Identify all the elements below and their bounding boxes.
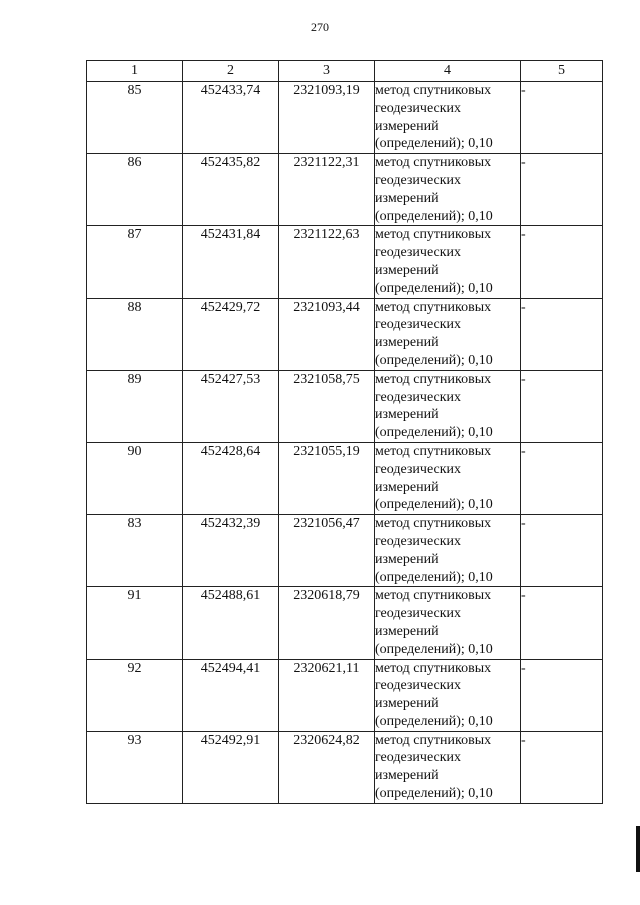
coordinate-y: 2320621,11 xyxy=(279,659,375,731)
method-line: (определений); 0,10 xyxy=(375,713,493,729)
method-line: метод спутниковых xyxy=(375,588,492,604)
header-row xyxy=(87,61,603,82)
description-cell: - xyxy=(521,370,603,442)
method-line: (определений); 0,10 xyxy=(375,352,493,368)
method-line: геодезических xyxy=(375,606,462,622)
method-line: метод спутниковых xyxy=(375,732,492,748)
method-line: метод спутниковых xyxy=(375,227,492,243)
point-number: 91 xyxy=(87,587,183,659)
table-row xyxy=(87,587,603,659)
method-line: измерений xyxy=(375,118,439,134)
method-line: геодезических xyxy=(375,461,462,477)
method-line: измерений xyxy=(375,623,439,639)
table-row xyxy=(87,515,603,587)
coordinate-x: 452492,91 xyxy=(183,731,279,803)
method-cell xyxy=(375,298,521,370)
method-line: метод спутниковых xyxy=(375,443,492,459)
method-line: (определений); 0,10 xyxy=(375,497,493,513)
method-line: (определений); 0,10 xyxy=(375,425,493,441)
method-line: геодезических xyxy=(375,678,462,694)
point-number: 86 xyxy=(87,154,183,226)
description-cell: - xyxy=(521,442,603,514)
method-cell xyxy=(375,659,521,731)
method-cell xyxy=(375,587,521,659)
coordinate-x: 452433,74 xyxy=(183,82,279,154)
method-line: геодезических xyxy=(375,750,462,766)
table-row xyxy=(87,226,603,298)
coordinate-x: 452431,84 xyxy=(183,226,279,298)
coordinate-x: 452427,53 xyxy=(183,370,279,442)
point-number: 85 xyxy=(87,82,183,154)
method-line: геодезических xyxy=(375,245,462,261)
method-line: метод спутниковых xyxy=(375,155,492,171)
coordinate-y: 2321122,63 xyxy=(279,226,375,298)
method-cell xyxy=(375,82,521,154)
point-number: 87 xyxy=(87,226,183,298)
header-col-1: 1 xyxy=(87,61,183,82)
coordinate-y: 2321093,44 xyxy=(279,298,375,370)
method-line: (определений); 0,10 xyxy=(375,786,493,802)
method-line: (определений); 0,10 xyxy=(375,208,493,224)
method-line: метод спутниковых xyxy=(375,83,492,98)
description-cell: - xyxy=(521,587,603,659)
header-col-4: 4 xyxy=(375,61,521,82)
point-number: 92 xyxy=(87,659,183,731)
method-line: измерений xyxy=(375,696,439,712)
coordinate-y: 2321055,19 xyxy=(279,442,375,514)
table-row xyxy=(87,370,603,442)
method-line: измерений xyxy=(375,551,439,567)
header-col-3: 3 xyxy=(279,61,375,82)
method-line: метод спутниковых xyxy=(375,299,492,315)
edge-mark xyxy=(636,826,640,872)
coordinate-y: 2321122,31 xyxy=(279,154,375,226)
table-row xyxy=(87,154,603,226)
method-line: (определений); 0,10 xyxy=(375,136,493,152)
method-line: метод спутниковых xyxy=(375,371,492,387)
coordinate-x: 452432,39 xyxy=(183,515,279,587)
method-line: метод спутниковых xyxy=(375,660,492,676)
method-line: метод спутниковых xyxy=(375,516,492,532)
description-cell: - xyxy=(521,515,603,587)
point-number: 93 xyxy=(87,731,183,803)
table-row xyxy=(87,731,603,803)
coordinate-x: 452428,64 xyxy=(183,442,279,514)
coordinate-y: 2320618,79 xyxy=(279,587,375,659)
coordinate-x: 452429,72 xyxy=(183,298,279,370)
table-row xyxy=(87,659,603,731)
method-cell xyxy=(375,515,521,587)
page-number: 270 xyxy=(311,20,329,34)
point-number: 83 xyxy=(87,515,183,587)
point-number: 89 xyxy=(87,370,183,442)
method-line: измерений xyxy=(375,262,439,278)
method-line: измерений xyxy=(375,768,439,784)
description-cell: - xyxy=(521,82,603,154)
table-row xyxy=(87,82,603,154)
table-row xyxy=(87,298,603,370)
method-line: измерений xyxy=(375,479,439,495)
method-line: измерений xyxy=(375,335,439,351)
method-line: измерений xyxy=(375,407,439,423)
coordinate-x: 452494,41 xyxy=(183,659,279,731)
coordinate-y: 2321056,47 xyxy=(279,515,375,587)
method-line: (определений); 0,10 xyxy=(375,280,493,296)
description-cell: - xyxy=(521,226,603,298)
description-cell: - xyxy=(521,298,603,370)
coordinate-y: 2321093,19 xyxy=(279,82,375,154)
point-number: 90 xyxy=(87,442,183,514)
method-line: (определений); 0,10 xyxy=(375,569,493,585)
method-line: геодезических xyxy=(375,100,462,116)
description-cell: - xyxy=(521,731,603,803)
description-cell: - xyxy=(521,154,603,226)
method-line: геодезических xyxy=(375,389,462,405)
method-cell xyxy=(375,442,521,514)
coordinate-y: 2320624,82 xyxy=(279,731,375,803)
method-line: геодезических xyxy=(375,533,462,549)
table-row xyxy=(87,442,603,514)
description-cell: - xyxy=(521,659,603,731)
coordinate-x: 452435,82 xyxy=(183,154,279,226)
header-col-5: 5 xyxy=(521,61,603,82)
method-line: (определений); 0,10 xyxy=(375,641,493,657)
method-cell xyxy=(375,731,521,803)
header-col-2: 2 xyxy=(183,61,279,82)
method-line: геодезических xyxy=(375,172,462,188)
method-cell xyxy=(375,154,521,226)
method-line: геодезических xyxy=(375,317,462,333)
coordinate-y: 2321058,75 xyxy=(279,370,375,442)
coordinate-x: 452488,61 xyxy=(183,587,279,659)
point-number: 88 xyxy=(87,298,183,370)
method-line: измерений xyxy=(375,190,439,206)
method-cell xyxy=(375,226,521,298)
coordinates-table xyxy=(86,60,603,804)
method-cell xyxy=(375,370,521,442)
